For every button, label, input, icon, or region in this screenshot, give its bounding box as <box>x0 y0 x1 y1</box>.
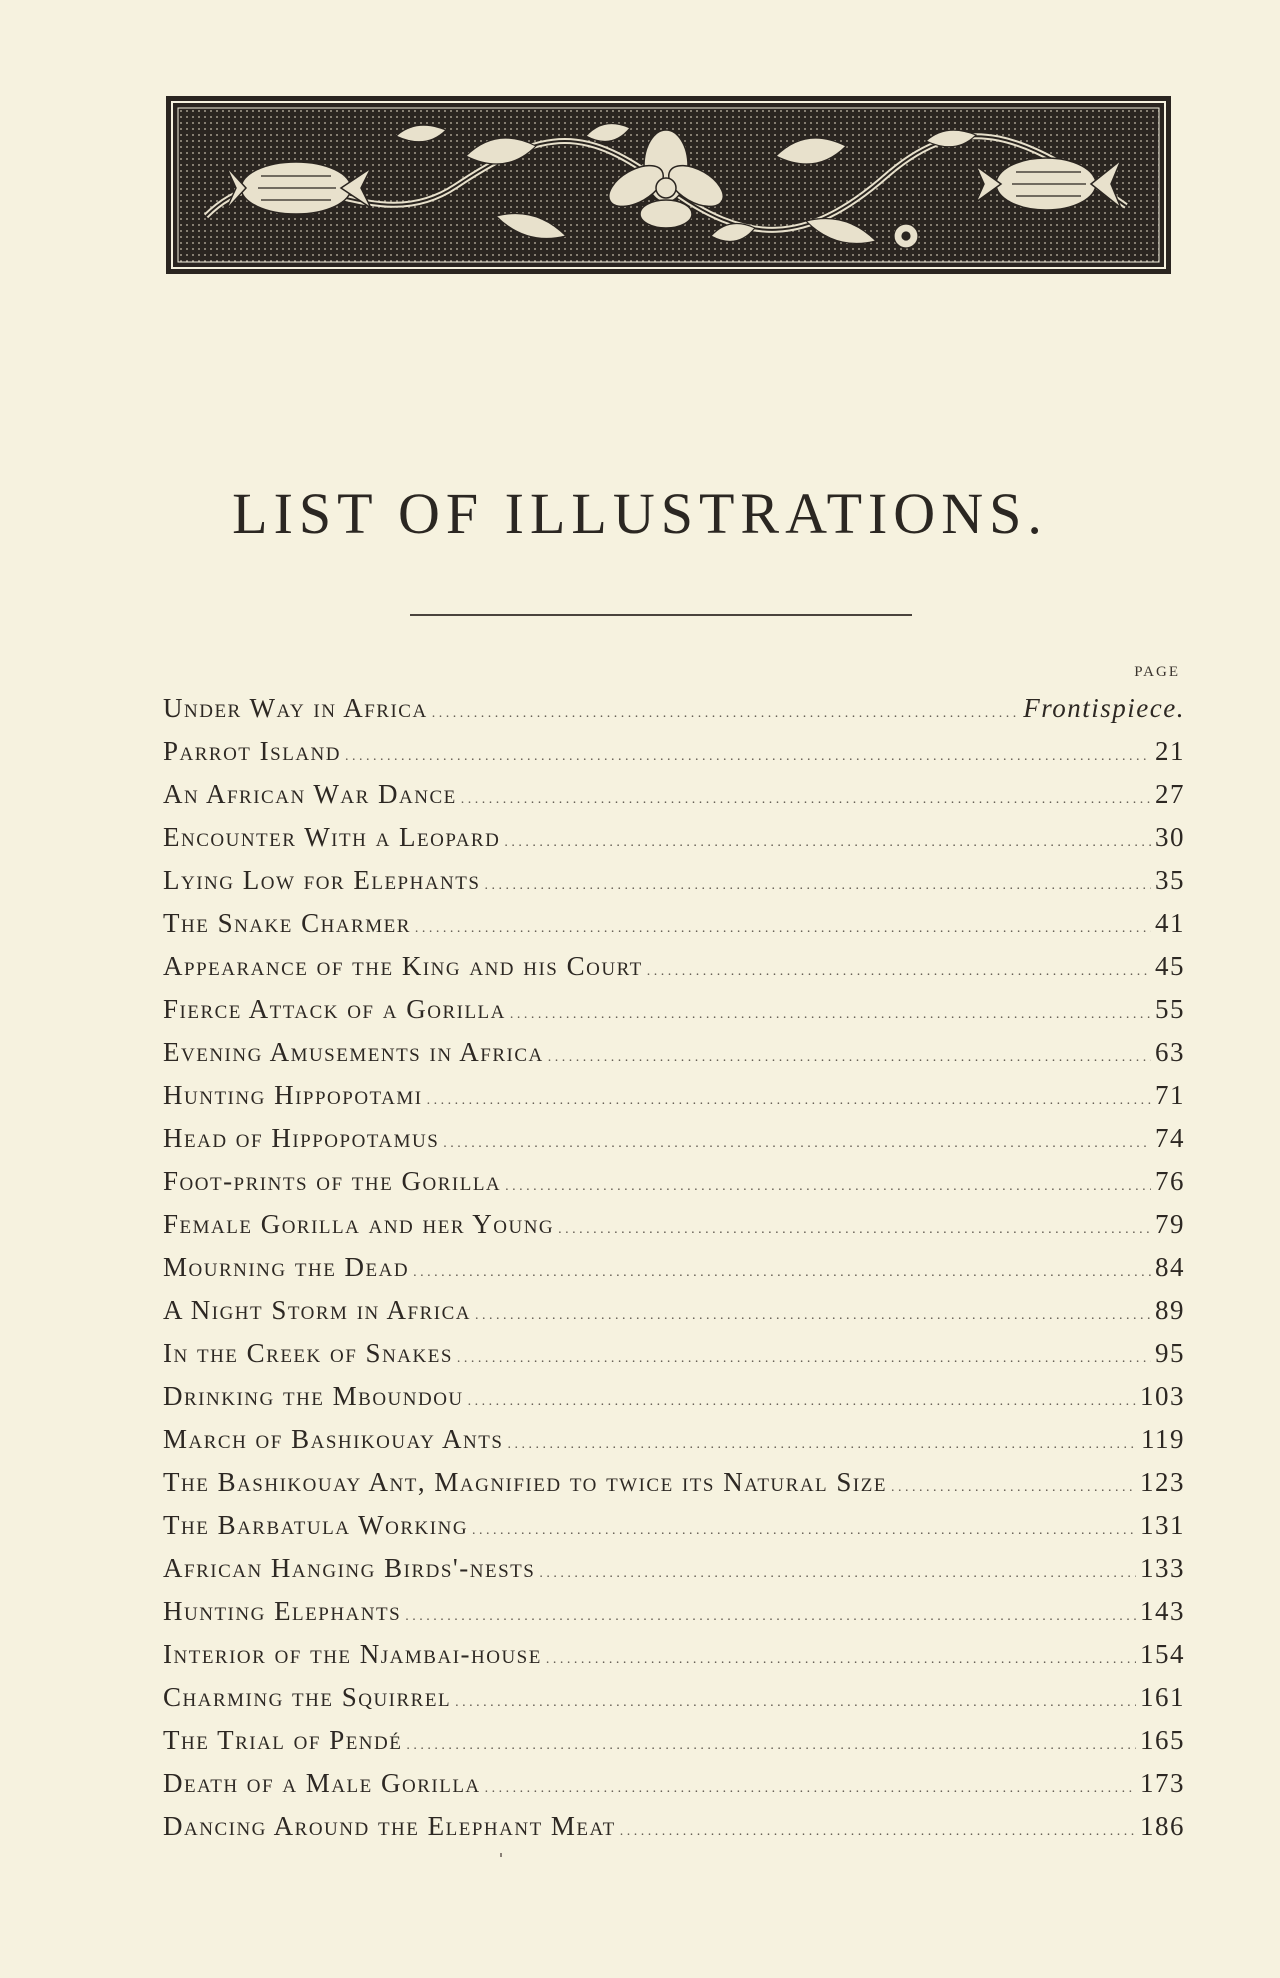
illustration-title: Head of Hippopotamus <box>163 1123 440 1153</box>
illustration-page: 103 <box>1140 1381 1185 1411</box>
dot-leader <box>475 1295 1151 1326</box>
title-divider <box>410 614 912 616</box>
dot-leader <box>504 822 1151 853</box>
list-item <box>163 1553 1185 1596</box>
illustration-title: Parrot Island <box>163 736 341 766</box>
illustration-title: Foot-prints of the Gorilla <box>163 1166 502 1196</box>
illustration-title: The Trial of Pendé <box>163 1725 403 1755</box>
illustration-title: African Hanging Birds'-nests <box>163 1553 536 1583</box>
dot-leader <box>432 693 1020 724</box>
illustration-title: Death of a Male Gorilla <box>163 1768 481 1798</box>
list-item <box>163 1295 1185 1338</box>
list-item <box>163 951 1185 994</box>
dot-leader <box>468 1381 1136 1412</box>
dot-leader <box>558 1209 1151 1240</box>
dot-leader <box>345 736 1151 767</box>
dot-leader <box>546 1639 1136 1670</box>
illustration-title: Female Gorilla and her Young <box>163 1209 555 1239</box>
list-item <box>163 1080 1185 1123</box>
illustration-page: 27 <box>1155 779 1185 809</box>
list-item <box>163 693 1185 736</box>
illustration-page: 123 <box>1140 1467 1185 1497</box>
list-item <box>163 1639 1185 1682</box>
illustration-page: 131 <box>1140 1510 1185 1540</box>
list-item <box>163 1596 1185 1639</box>
illustration-page: 165 <box>1140 1725 1185 1755</box>
list-item <box>163 1209 1185 1252</box>
dot-leader <box>620 1811 1136 1842</box>
dot-leader <box>484 865 1151 896</box>
illustration-title: Fierce Attack of a Gorilla <box>163 994 506 1024</box>
dot-leader <box>510 994 1151 1025</box>
list-item <box>163 1768 1185 1811</box>
dot-leader <box>427 1080 1151 1111</box>
illustration-page: 143 <box>1140 1596 1185 1626</box>
illustration-page: 45 <box>1155 951 1185 981</box>
illustration-page: 173 <box>1140 1768 1185 1798</box>
illustration-title: Appearance of the King and his Court <box>163 951 643 981</box>
illustration-title: Under Way in Africa <box>163 693 428 723</box>
illustration-page: 154 <box>1140 1639 1185 1669</box>
dot-leader <box>413 1252 1151 1283</box>
list-item <box>163 822 1185 865</box>
illustration-page: 30 <box>1155 822 1185 852</box>
list-item <box>163 1510 1185 1553</box>
dot-leader <box>406 1725 1136 1756</box>
illustration-title: Mourning the Dead <box>163 1252 410 1282</box>
dot-leader <box>405 1596 1136 1627</box>
illustration-title: Lying Low for Elephants <box>163 865 481 895</box>
illustration-page: Frontispiece. <box>1023 693 1185 723</box>
illustration-page: 133 <box>1140 1553 1185 1583</box>
illustration-page: 84 <box>1155 1252 1185 1282</box>
dot-leader <box>647 951 1151 982</box>
list-item <box>163 1037 1185 1080</box>
dot-leader <box>461 779 1151 810</box>
illustration-title: Encounter With a Leopard <box>163 822 501 852</box>
illustration-title: Charming the Squirrel <box>163 1682 452 1712</box>
illustration-page: 41 <box>1155 908 1185 938</box>
illustration-page: 74 <box>1155 1123 1185 1153</box>
page-column-label: PAGE <box>1134 664 1180 680</box>
illustration-title: The Bashikouay Ant, Magnified to twice its Natural Size <box>163 1467 887 1497</box>
list-item <box>163 1166 1185 1209</box>
list-item <box>163 1725 1185 1768</box>
illustration-title: Hunting Hippopotami <box>163 1080 423 1110</box>
dot-leader <box>539 1553 1136 1584</box>
illustrations-list <box>163 693 1185 1854</box>
dot-leader <box>457 1338 1151 1369</box>
illustration-page: 89 <box>1155 1295 1185 1325</box>
dot-leader <box>505 1166 1151 1197</box>
illustration-page: 55 <box>1155 994 1185 1024</box>
dot-leader <box>485 1768 1136 1799</box>
list-item <box>163 1123 1185 1166</box>
illustration-title: A Night Storm in Africa <box>163 1295 471 1325</box>
illustration-title: Evening Amusements in Africa <box>163 1037 544 1067</box>
illustration-page: 63 <box>1155 1037 1185 1067</box>
dot-leader <box>548 1037 1151 1068</box>
dot-leader <box>443 1123 1151 1154</box>
illustration-page: 35 <box>1155 865 1185 895</box>
illustration-page: 79 <box>1155 1209 1185 1239</box>
illustration-title: The Snake Charmer <box>163 908 411 938</box>
print-speck <box>500 1853 502 1857</box>
dot-leader <box>455 1682 1136 1713</box>
dot-leader <box>507 1424 1137 1455</box>
list-item <box>163 865 1185 908</box>
illustration-page: 186 <box>1140 1811 1185 1841</box>
dot-leader <box>415 908 1151 939</box>
list-item <box>163 1682 1185 1725</box>
list-item <box>163 1424 1185 1467</box>
dot-leader <box>891 1467 1136 1498</box>
page-title: LIST OF ILLUSTRATIONS. <box>232 481 1048 546</box>
dot-leader <box>472 1510 1136 1541</box>
floral-headpiece-ornament <box>166 96 1171 274</box>
illustration-page: 119 <box>1141 1424 1185 1454</box>
illustration-title: Interior of the Njambai-house <box>163 1639 542 1669</box>
illustration-title: The Barbatula Working <box>163 1510 469 1540</box>
illustration-page: 71 <box>1155 1080 1185 1110</box>
illustration-page: 95 <box>1155 1338 1185 1368</box>
list-item <box>163 908 1185 951</box>
list-item <box>163 1467 1185 1510</box>
illustration-page: 161 <box>1140 1682 1185 1712</box>
illustration-page: 76 <box>1155 1166 1185 1196</box>
illustration-title: In the Creek of Snakes <box>163 1338 453 1368</box>
illustration-title: March of Bashikouay Ants <box>163 1424 504 1454</box>
illustration-title: Dancing Around the Elephant Meat <box>163 1811 616 1841</box>
list-item <box>163 779 1185 822</box>
illustration-page: 21 <box>1155 736 1185 766</box>
list-item <box>163 1811 1185 1854</box>
list-item <box>163 1252 1185 1295</box>
list-item <box>163 1381 1185 1424</box>
list-item <box>163 1338 1185 1381</box>
illustration-title: Drinking the Mboundou <box>163 1381 464 1411</box>
illustration-title: Hunting Elephants <box>163 1596 402 1626</box>
list-item <box>163 736 1185 779</box>
list-item <box>163 994 1185 1037</box>
illustration-title: An African War Dance <box>163 779 457 809</box>
